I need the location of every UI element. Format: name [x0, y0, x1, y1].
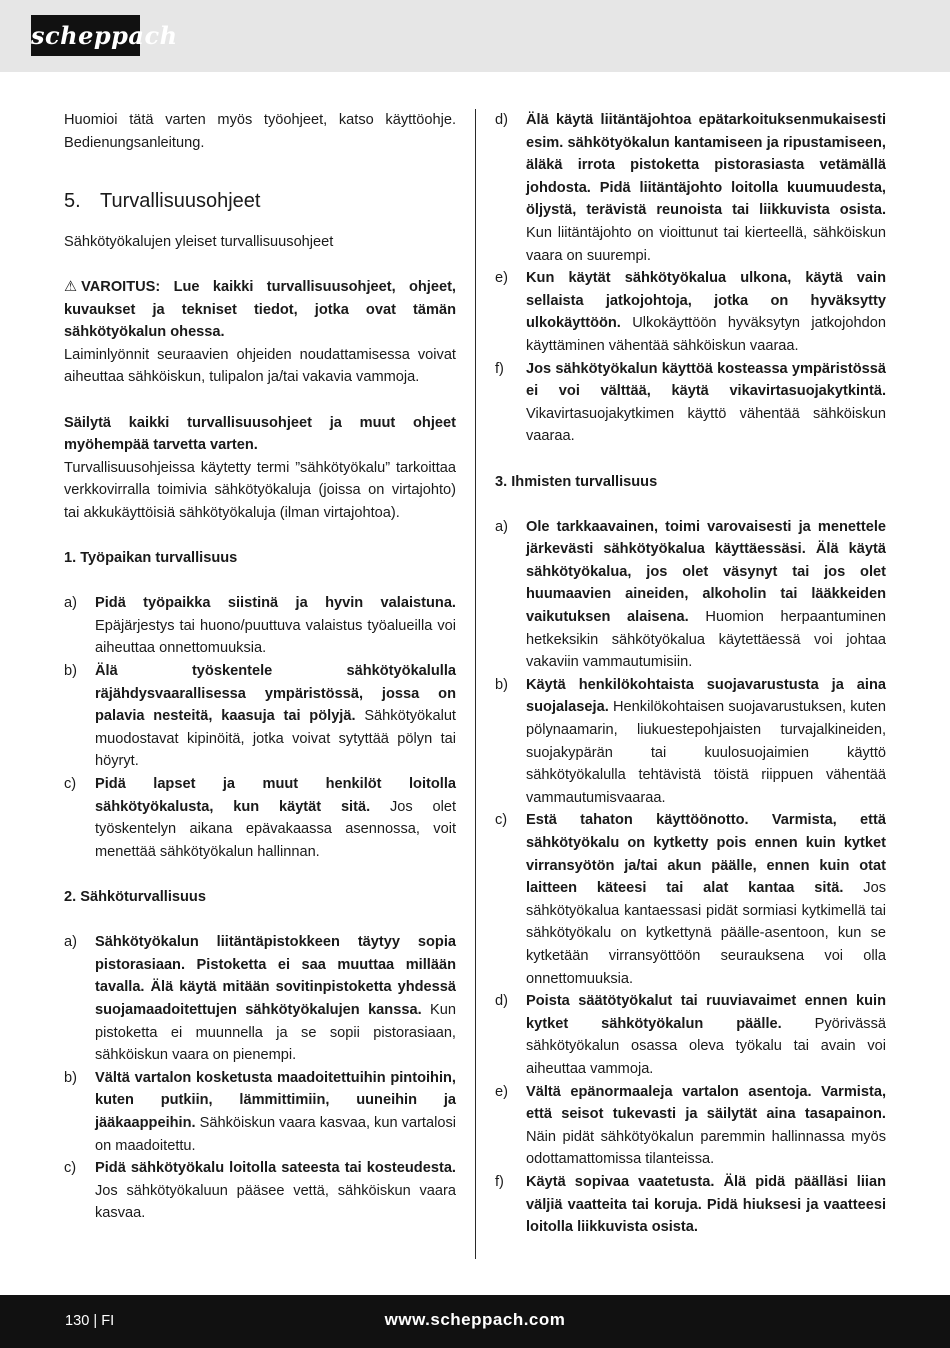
item-bold-text: Vältä epänormaaleja vartalon asentoja. Varmista, että seisot tukevasti ja säilytät aina tasapainon. — [526, 1083, 886, 1123]
item-label: d) — [495, 112, 508, 128]
item-label: a) — [495, 518, 508, 535]
item-label: a) — [64, 934, 77, 951]
item-text: Kun pistoketta ei muunnella ja se sopii pistorasiaan, sähköiskun vaara on pienempi. — [95, 1001, 456, 1064]
item-bold-text: Poista säätötyökalut tai ruuviavaimet ennen kuin kytket sähkötyökalun päälle. — [526, 993, 886, 1032]
warning-block: ⚠ VAROITUS: Lue kaikki turvallisuusohjeet, ohjeet, kuvaukset ja tekniset tiedot, jotka ovat tämän sähkötyökalun ohessa. — [64, 276, 456, 344]
item-body — [526, 990, 886, 1080]
electrical-heading: 2. Sähköturvallisuus — [64, 889, 206, 905]
keep-instructions-text: Turvallisuusohjeissa käytetty termi ”sähkötyökalu” tarkoittaa verkkovirralla toimivia sähkötyökaluja (joissa on virtajohto) tai akkukäyttöisiä sähkötyökaluja (ilman virtajohtoa). — [64, 459, 456, 521]
list-item — [64, 592, 456, 660]
item-text: Jos olet työskentelyn aikana epävakaassa asennossa, voit menettää sähkötyökalun hallinnan. — [95, 798, 457, 860]
item-label: b) — [64, 663, 77, 680]
section-heading: 5. Turvallisuusohjeet — [64, 189, 261, 212]
item-bold-text: Käytä sopivaa vaatetusta. Älä pidä päälläsi liian väljiä vaatteita tai koruja. Pidä hiuksesi ja vaatteesi loitolla liikkuvista osista. — [526, 1173, 886, 1236]
item-body — [526, 1171, 886, 1239]
item-body — [526, 516, 886, 674]
general-heading: Sähkötyökalujen yleiset turvallisuusohjeet — [64, 233, 334, 250]
item-label: c) — [64, 776, 77, 793]
work-area-list — [64, 592, 456, 863]
left-column — [64, 109, 456, 1225]
item-bold-text: Ole tarkkaavainen, toimi varovaisesti ja menettele järkevästi sähkötyökalua käyttäessäsi. Älä käytä sähkötyökalua, jos olet väsynyt tai jos olet huumaavien aineiden, alkoholin tai lääkkeiden vaikutuksen alaisena. — [526, 518, 886, 626]
item-bold-text: Pidä työpaikka siistinä ja hyvin valaistuna. — [95, 595, 456, 612]
item-text: Henkilökohtaisen suojavarustuksen, kuten pölynaamarin, liukuestepohjaisten turvajalkineiden, suojakypärän tai kuulosuojaimien käyttö sähkötyökalulla tehtävistä töistä riippuen vähentää vammautumisvaaraa. — [526, 699, 886, 806]
item-bold-text: Pidä sähkötyökalu loitolla sateesta tai kosteudesta. — [95, 1160, 456, 1177]
right-column — [495, 109, 886, 1239]
item-text: Ulkokäyttöön hyväksytyn jatkojohdon käyttäminen vähentää sähköiskun vaaraa. — [526, 315, 886, 354]
list-item — [495, 809, 886, 990]
list-item — [64, 773, 456, 863]
list-item — [495, 674, 886, 810]
item-label: d) — [495, 993, 508, 1010]
item-text: Vikavirtasuojakytkimen käyttö vähentää sähköiskun vaaraa. — [526, 405, 886, 445]
intro-text: Huomioi tätä varten myös työohjeet, katso käyttöohje. Bedienungsanleitung. — [64, 112, 456, 151]
list-item — [495, 990, 886, 1080]
warning-icon: ⚠ — [64, 278, 78, 295]
item-bold-text: Älä työskentele sähkötyökalulla räjähdysvaarallisessa ympäristössä, jossa on palavia nesteitä, kaasuja tai pölyjä. — [95, 663, 456, 725]
electrical-list-continued — [495, 109, 886, 448]
column-divider — [475, 109, 476, 1259]
keep-instructions-bold: Säilytä kaikki turvallisuusohjeet ja muut ohjeet myöhempää tarvetta varten. — [64, 414, 456, 454]
item-bold-text: Sähkötyökalun liitäntäpistokkeen täytyy sopia pistorasiaan. Pistoketta ei saa muuttaa millään tavalla. Älä käytä mitään sovitinpistoketta yhdessä suojamaadoitettujen sähkötyökalujen kanssa. — [95, 934, 456, 1018]
item-bold-text: Pidä lapset ja muut henkilöt loitolla sähkötyökalusta, kun käytät sitä. — [95, 776, 456, 815]
item-text: Jos sähkötyökalua kantaessasi pidät sormiasi kytkimellä tai sähkötyökalu on kytkettynä päälle-asentoon, kun se kytketään virransyöttöön seurauksena voi olla onnettomuuksia. — [526, 880, 886, 987]
item-body — [95, 592, 456, 660]
item-text: Sähköiskun vaara kasvaa, kun vartalosi on maadoitettu. — [95, 1114, 456, 1154]
item-body — [526, 809, 886, 990]
list-item — [64, 660, 456, 773]
item-bold-text: Vältä vartalon kosketusta maadoitettuihin pintoihin, kuten putkiin, lämmittimiin, uuneihin ja jääkaappeihin. — [95, 1069, 456, 1131]
item-body — [526, 358, 886, 448]
item-label: b) — [64, 1069, 77, 1086]
list-item — [495, 1081, 886, 1171]
item-bold-text: Älä käytä liitäntäjohtoa epätarkoituksenmukaisesti esim. sähkötyökalun kantamiseen ja ripustamiseen, äläkä irrota pistoketta pistorasiasta vetämällä johdosta. Pidä liitäntäjohto loitolla kuumuudesta, öljystä, terävistä reunoista tai liikkuvista osista. — [526, 112, 886, 219]
item-text: Huomion herpaantuminen hetkeksikin sähkötyökalua käytettäessä voi johtaa vakaviin vammautumisiin. — [526, 609, 886, 671]
item-label: a) — [64, 595, 77, 612]
page-number: 130 | FI — [65, 1313, 115, 1329]
item-bold-text: Käytä henkilökohtaista suojavarustusta ja aina suojalaseja. — [526, 676, 886, 716]
item-body — [95, 1067, 456, 1157]
item-text: Jos sähkötyökaluun pääsee vettä, sähköiskun vaara kasvaa. — [95, 1182, 456, 1222]
item-body — [95, 931, 456, 1067]
item-text: Epäjärjestys tai huono/puuttuva valaistus työalueilla voi aiheuttaa onnettomuuksia. — [95, 617, 456, 657]
personal-safety-heading: 3. Ihmisten turvallisuus — [495, 473, 658, 490]
item-label: e) — [495, 1083, 508, 1100]
item-body — [95, 660, 456, 773]
item-body — [526, 1081, 886, 1171]
list-item — [64, 1157, 456, 1225]
list-item — [495, 109, 886, 267]
list-item — [495, 267, 886, 357]
list-item — [495, 1171, 886, 1239]
item-text: Näin pidät sähkötyökalun paremmin hallinnassa myös odottamattomissa tilanteissa. — [526, 1128, 886, 1168]
item-label: c) — [64, 1160, 77, 1177]
item-text: Pyörivässä sähkötyökalun osassa oleva työkalu tai avain voi aiheuttaa vammoja. — [526, 1015, 886, 1077]
item-bold-text: Jos sähkötyökalun käyttöä kosteassa ympäristössä ei voi välttää, käytä vikavirtasuojakytkintä. — [526, 360, 886, 400]
warning-text: Laiminlyönnit seuraavien ohjeiden noudattamisessa voivat aiheuttaa sähköiskun, tulipalon ja/tai vakavia vammoja. — [64, 346, 456, 386]
footer-bar — [0, 1295, 950, 1348]
item-text: Kun liitäntäjohto on vioittunut tai kierteellä, sähköiskun vaara on suurempi. — [526, 224, 886, 264]
scheppach-logo: scheppach — [31, 15, 140, 56]
item-bold-text: Kun käytät sähkötyökalua ulkona, käytä vain sellaista jatkojohtoja, jotka on hyväksytty ulkokäyttöön. — [526, 270, 886, 332]
item-body — [95, 1157, 456, 1225]
list-item — [64, 931, 456, 1067]
item-body — [526, 674, 886, 810]
item-label: c) — [495, 812, 508, 829]
item-text: Sähkötyökalut muodostavat kipinöitä, jotka voivat sytyttää pölyn tai höyryt. — [95, 708, 456, 770]
item-body — [526, 109, 886, 267]
header-bar — [0, 0, 950, 72]
list-item — [495, 516, 886, 674]
electrical-list — [64, 931, 456, 1225]
item-bold-text: Estä tahaton käyttöönotto. Varmista, että sähkötyökalu on kytketty pois ennen kuin kytket virransyötön ja/tai akun päälle, ennen kuin otat laitteen käteesi tai alat kantaa sitä. — [526, 812, 886, 897]
item-label: b) — [495, 676, 508, 693]
item-body — [526, 267, 886, 357]
item-label: e) — [495, 270, 508, 287]
item-label: f) — [495, 360, 504, 377]
personal-safety-list — [495, 516, 886, 1239]
website-link[interactable]: www.scheppach.com — [384, 1310, 566, 1329]
item-body — [95, 773, 456, 863]
list-item — [495, 358, 886, 448]
list-item — [64, 1067, 456, 1157]
item-label: f) — [495, 1173, 504, 1190]
work-area-heading: 1. Työpaikan turvallisuus — [64, 550, 238, 567]
